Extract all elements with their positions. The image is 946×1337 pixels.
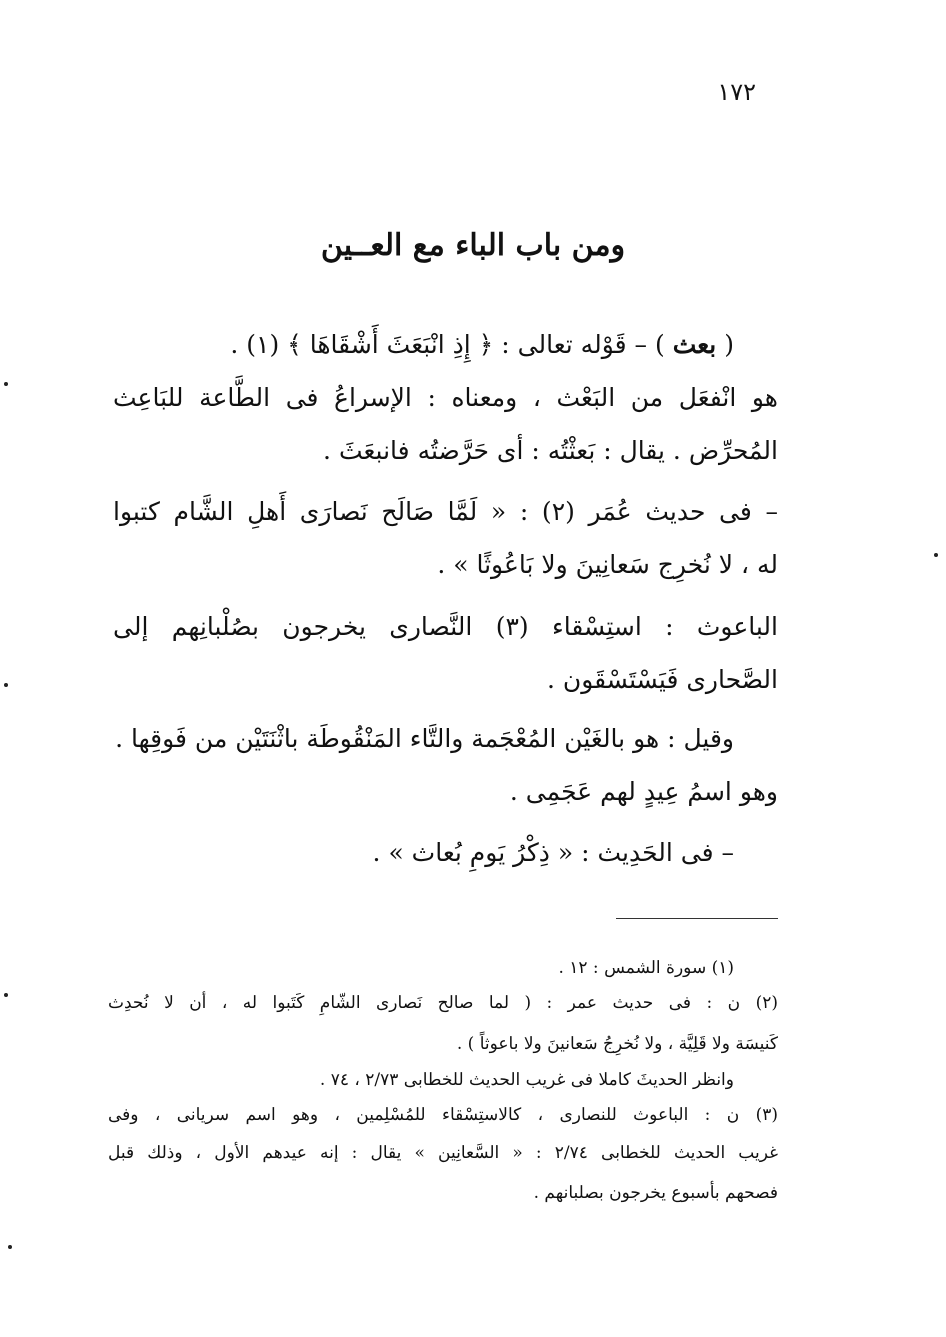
body-line: الصَّحارى فَيَسْتَسْقَون .	[546, 665, 778, 694]
body-line: وقيل : هو بالغَيْن المُعْجَمة والتَّاء المَنْقُوطَة باثْنَتَيْن من فَوقِها .	[115, 724, 734, 753]
body-line: – فى حديث عُمَر (٢) : « لَمَّا صَالَح نَصارَى أَهلِ الشَّام كتبوا	[113, 497, 778, 526]
footnote-line: غريب الحديث للخطابى ٢/٧٤ : « السَّعانِين » يقال : إنه عيدهم الأول ، وذلك قبل	[108, 1143, 778, 1163]
body-line: له ، لا نُخرِج سَعانِينَ ولا بَاعُوثًا » .	[437, 550, 778, 579]
close-paren: )	[654, 330, 665, 359]
entry-headword: بعث	[672, 330, 717, 359]
body-line: المُحرِّض . يقال : بَعثْتُه : أى حَرَّضتُه فانبعَثَ .	[323, 436, 778, 465]
body-line: – فى الحَدِيث : « ذِكْرُ يَومِ بُعاث » .	[372, 838, 734, 867]
footnote-line: (٣) ن : الباعوث للنصارى ، كالاستِسْقاء للمُسْلِمين ، وهو اسم سريانى ، وفى	[108, 1105, 778, 1125]
scan-speck	[4, 993, 8, 997]
scan-speck	[8, 1245, 12, 1249]
footnote-line: فصحهم بأسبوع يخرجون بصلبانهم .	[533, 1183, 778, 1203]
page-number: ١٧٢	[717, 78, 756, 106]
footnote-line: وانظر الحديثَ كاملا فى غريب الحديث للخطابى ٢/٧٣ ، ٧٤ .	[319, 1070, 734, 1090]
body-line: وهو اسمُ عِيدٍ لهم عَجَمِى .	[509, 777, 778, 806]
scan-speck	[4, 683, 8, 687]
scan-speck	[4, 382, 8, 386]
entry-line	[230, 330, 734, 359]
footnote-separator	[616, 918, 778, 919]
body-line: – قَوْله تعالى : ﴿ إِذِ انْبَعَثَ أَشْقَاهَا ﴾ (١) .	[230, 330, 648, 359]
footnote-line: كَنيسَة ولا قَلِيَّة ، ولا نُخرِجُ سَعانينَ ولا باعوثاً ) .	[456, 1034, 778, 1054]
scan-speck	[934, 553, 938, 557]
open-paren: (	[724, 330, 734, 359]
footnote-line: (٢) ن : فى حديث عمر : ( لما صالح نَصارى الشّامِ كَتَبوا له ، أن لا نُحدِث	[108, 993, 778, 1013]
section-title: ومن باب الباء مع العــين	[320, 228, 626, 263]
body-line: هو انْفعَل من البَعْث ، ومعناه : الإسراعُ فى الطَّاعة للبَاعِث	[113, 383, 778, 412]
body-line: الباعوث : استِسْقاء (٣) النَّصارى يخرجون بصُلْبانِهم إلى	[113, 612, 778, 641]
footnote-line: (١) سورة الشمس : ١٢ .	[558, 958, 734, 978]
